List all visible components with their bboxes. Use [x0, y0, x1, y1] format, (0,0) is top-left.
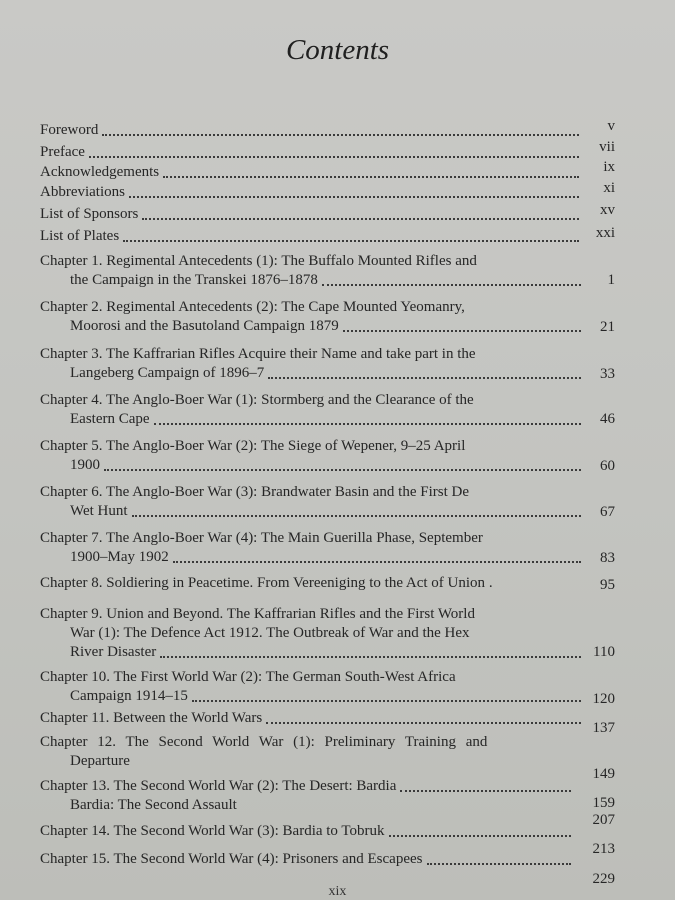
- toc-entry-preface[interactable]: [40, 139, 615, 162]
- leader-dots: [427, 862, 572, 865]
- toc-entry-chapter-14[interactable]: [40, 822, 615, 857]
- leader-dots: [129, 195, 579, 198]
- chapter-title-line: Eastern Cape: [70, 411, 150, 427]
- entry-page: vii: [599, 139, 615, 155]
- leader-dots: [142, 217, 579, 220]
- entry-page: 33: [600, 366, 615, 382]
- toc-entry-chapter-11[interactable]: [40, 709, 615, 736]
- chapter-title-line: 1900–May 1902: [70, 549, 169, 565]
- leader-dots: [160, 655, 581, 658]
- leader-dots: [102, 133, 579, 136]
- chapter-title-line: Chapter 5. The Anglo-Boer War (2): The Siege of Wepener, 9–25 April: [40, 438, 466, 454]
- entry-page-second: 207: [592, 812, 615, 828]
- entry-page: 229: [592, 871, 615, 887]
- entry-page: 213: [592, 841, 615, 857]
- chapter-title-line: Chapter 12. The Second World War (1): Preliminary Training and: [40, 734, 488, 750]
- entry-page: 60: [600, 458, 615, 474]
- entry-page: 46: [600, 411, 615, 427]
- leader-dots: [266, 721, 581, 724]
- toc-entry-acknowledgements[interactable]: [40, 159, 615, 182]
- chapter-title-line: War (1): The Defence Act 1912. The Outbreak of War and the Hex: [70, 625, 470, 641]
- entry-page: v: [607, 118, 615, 134]
- leader-dots: [400, 789, 571, 792]
- leader-dots: [389, 834, 571, 837]
- leader-dots: [154, 422, 581, 425]
- toc-entry-plates[interactable]: [40, 227, 615, 246]
- chapter-title-line: Chapter 15. The Second World War (4): Prisoners and Escapees: [40, 851, 423, 867]
- chapter-title-line: Chapter 7. The Anglo-Boer War (4): The Main Guerilla Phase, September: [40, 530, 483, 546]
- entry-page: 110: [593, 644, 615, 660]
- leader-dots: [89, 155, 579, 158]
- entry-page: 137: [592, 720, 615, 736]
- entry-label: List of Sponsors: [40, 206, 139, 222]
- toc-entry-chapter-3[interactable]: [40, 345, 615, 383]
- toc-entry-chapter-8[interactable]: [40, 574, 615, 593]
- chapter-title-line: Chapter 13. The Second World War (2): The Desert: Bardia: [40, 778, 397, 794]
- chapter-title-line: Departure: [70, 753, 130, 769]
- toc-entry-sponsors[interactable]: [40, 202, 615, 224]
- entry-page: 83: [600, 550, 615, 566]
- entry-label: Foreword: [40, 122, 99, 138]
- leader-dots: [123, 239, 579, 242]
- entry-label: Preface: [40, 144, 85, 160]
- toc-entry-chapter-12[interactable]: [40, 733, 615, 782]
- leader-dots: [192, 699, 581, 702]
- toc-entry-foreword[interactable]: [40, 118, 615, 140]
- chapter-title-line: Chapter 14. The Second World War (3): Bardia to Tobruk: [40, 823, 385, 839]
- chapter-title-line: Wet Hunt: [70, 503, 128, 519]
- entry-page: 1: [607, 272, 615, 288]
- chapter-title-line: Chapter 6. The Anglo-Boer War (3): Brandwater Basin and the First De: [40, 484, 469, 500]
- leader-dots: [343, 329, 581, 332]
- chapter-title-line: Chapter 11. Between the World Wars: [40, 710, 263, 726]
- entry-page: 159: [592, 795, 615, 811]
- entry-page: xxi: [595, 225, 615, 241]
- page-number: xix: [328, 884, 347, 899]
- chapter-title-line: Chapter 8. Soldiering in Peacetime. From Vereeniging to the Act of Union .: [40, 575, 493, 591]
- chapter-title-line: Bardia: The Second Assault: [70, 797, 237, 813]
- chapter-title-line: Chapter 10. The First World War (2): The German South-West Africa: [40, 669, 456, 685]
- chapter-title-line: Langeberg Campaign of 1896–7: [70, 365, 265, 381]
- toc-entry-chapter-7[interactable]: [40, 529, 615, 567]
- chapter-title-line: Chapter 2. Regimental Antecedents (2): The Cape Mounted Yeomanry,: [40, 299, 465, 315]
- chapter-title-line: Chapter 9. Union and Beyond. The Kaffrarian Rifles and the First World: [40, 606, 475, 622]
- entry-page: 95: [600, 577, 615, 593]
- chapter-title-text: Chapter 8. Soldiering in Peacetime. From Vereeniging to the Act of Union: [40, 575, 486, 591]
- entry-page: xi: [603, 180, 615, 196]
- chapter-title-line: the Campaign in the Transkei 1876–1878: [70, 272, 318, 288]
- toc-entry-abbreviations[interactable]: [40, 180, 615, 202]
- toc-entry-chapter-6[interactable]: [40, 483, 615, 521]
- leader-dots: [268, 376, 581, 379]
- toc-entry-chapter-1[interactable]: [40, 252, 615, 290]
- toc-entry-chapter-4[interactable]: [40, 391, 615, 429]
- chapter-title-line: Moorosi and the Basutoland Campaign 1879: [70, 318, 339, 334]
- chapter-title-line: Campaign 1914–15: [70, 688, 188, 704]
- entry-page: 21: [600, 319, 615, 335]
- chapter-title-line: River Disaster: [70, 644, 157, 660]
- toc-entry-chapter-15[interactable]: [40, 850, 615, 887]
- chapter-title-line: Chapter 1. Regimental Antecedents (1): The Buffalo Mounted Rifles and: [40, 253, 477, 269]
- chapter-title-line: Chapter 4. The Anglo-Boer War (1): Stormberg and the Clearance of the: [40, 392, 474, 408]
- toc-entry-chapter-13[interactable]: [40, 777, 615, 828]
- entry-label: List of Plates: [40, 228, 120, 244]
- chapter-title-line: 1900: [70, 457, 100, 473]
- entry-label: Abbreviations: [40, 184, 125, 200]
- toc-entry-chapter-2[interactable]: [40, 298, 615, 336]
- entry-label: Acknowledgements: [40, 164, 160, 180]
- leader-dots: [173, 560, 581, 563]
- toc-entry-chapter-9[interactable]: [40, 605, 615, 662]
- leader-dots: [104, 468, 581, 471]
- entry-page: xv: [600, 202, 615, 218]
- entry-page: 67: [600, 504, 615, 520]
- entry-page: ix: [603, 159, 615, 175]
- entry-page: 149: [592, 766, 615, 782]
- toc-entry-chapter-5[interactable]: [40, 437, 615, 475]
- leader-dots: [132, 514, 581, 517]
- entry-page: 120: [592, 691, 615, 707]
- toc-entry-chapter-10[interactable]: [40, 668, 615, 706]
- leader-dots: [322, 283, 581, 286]
- page-title: Contents: [285, 34, 390, 66]
- leader-dots: [163, 175, 579, 178]
- chapter-title-line: Chapter 3. The Kaffrarian Rifles Acquire their Name and take part in the: [40, 346, 476, 362]
